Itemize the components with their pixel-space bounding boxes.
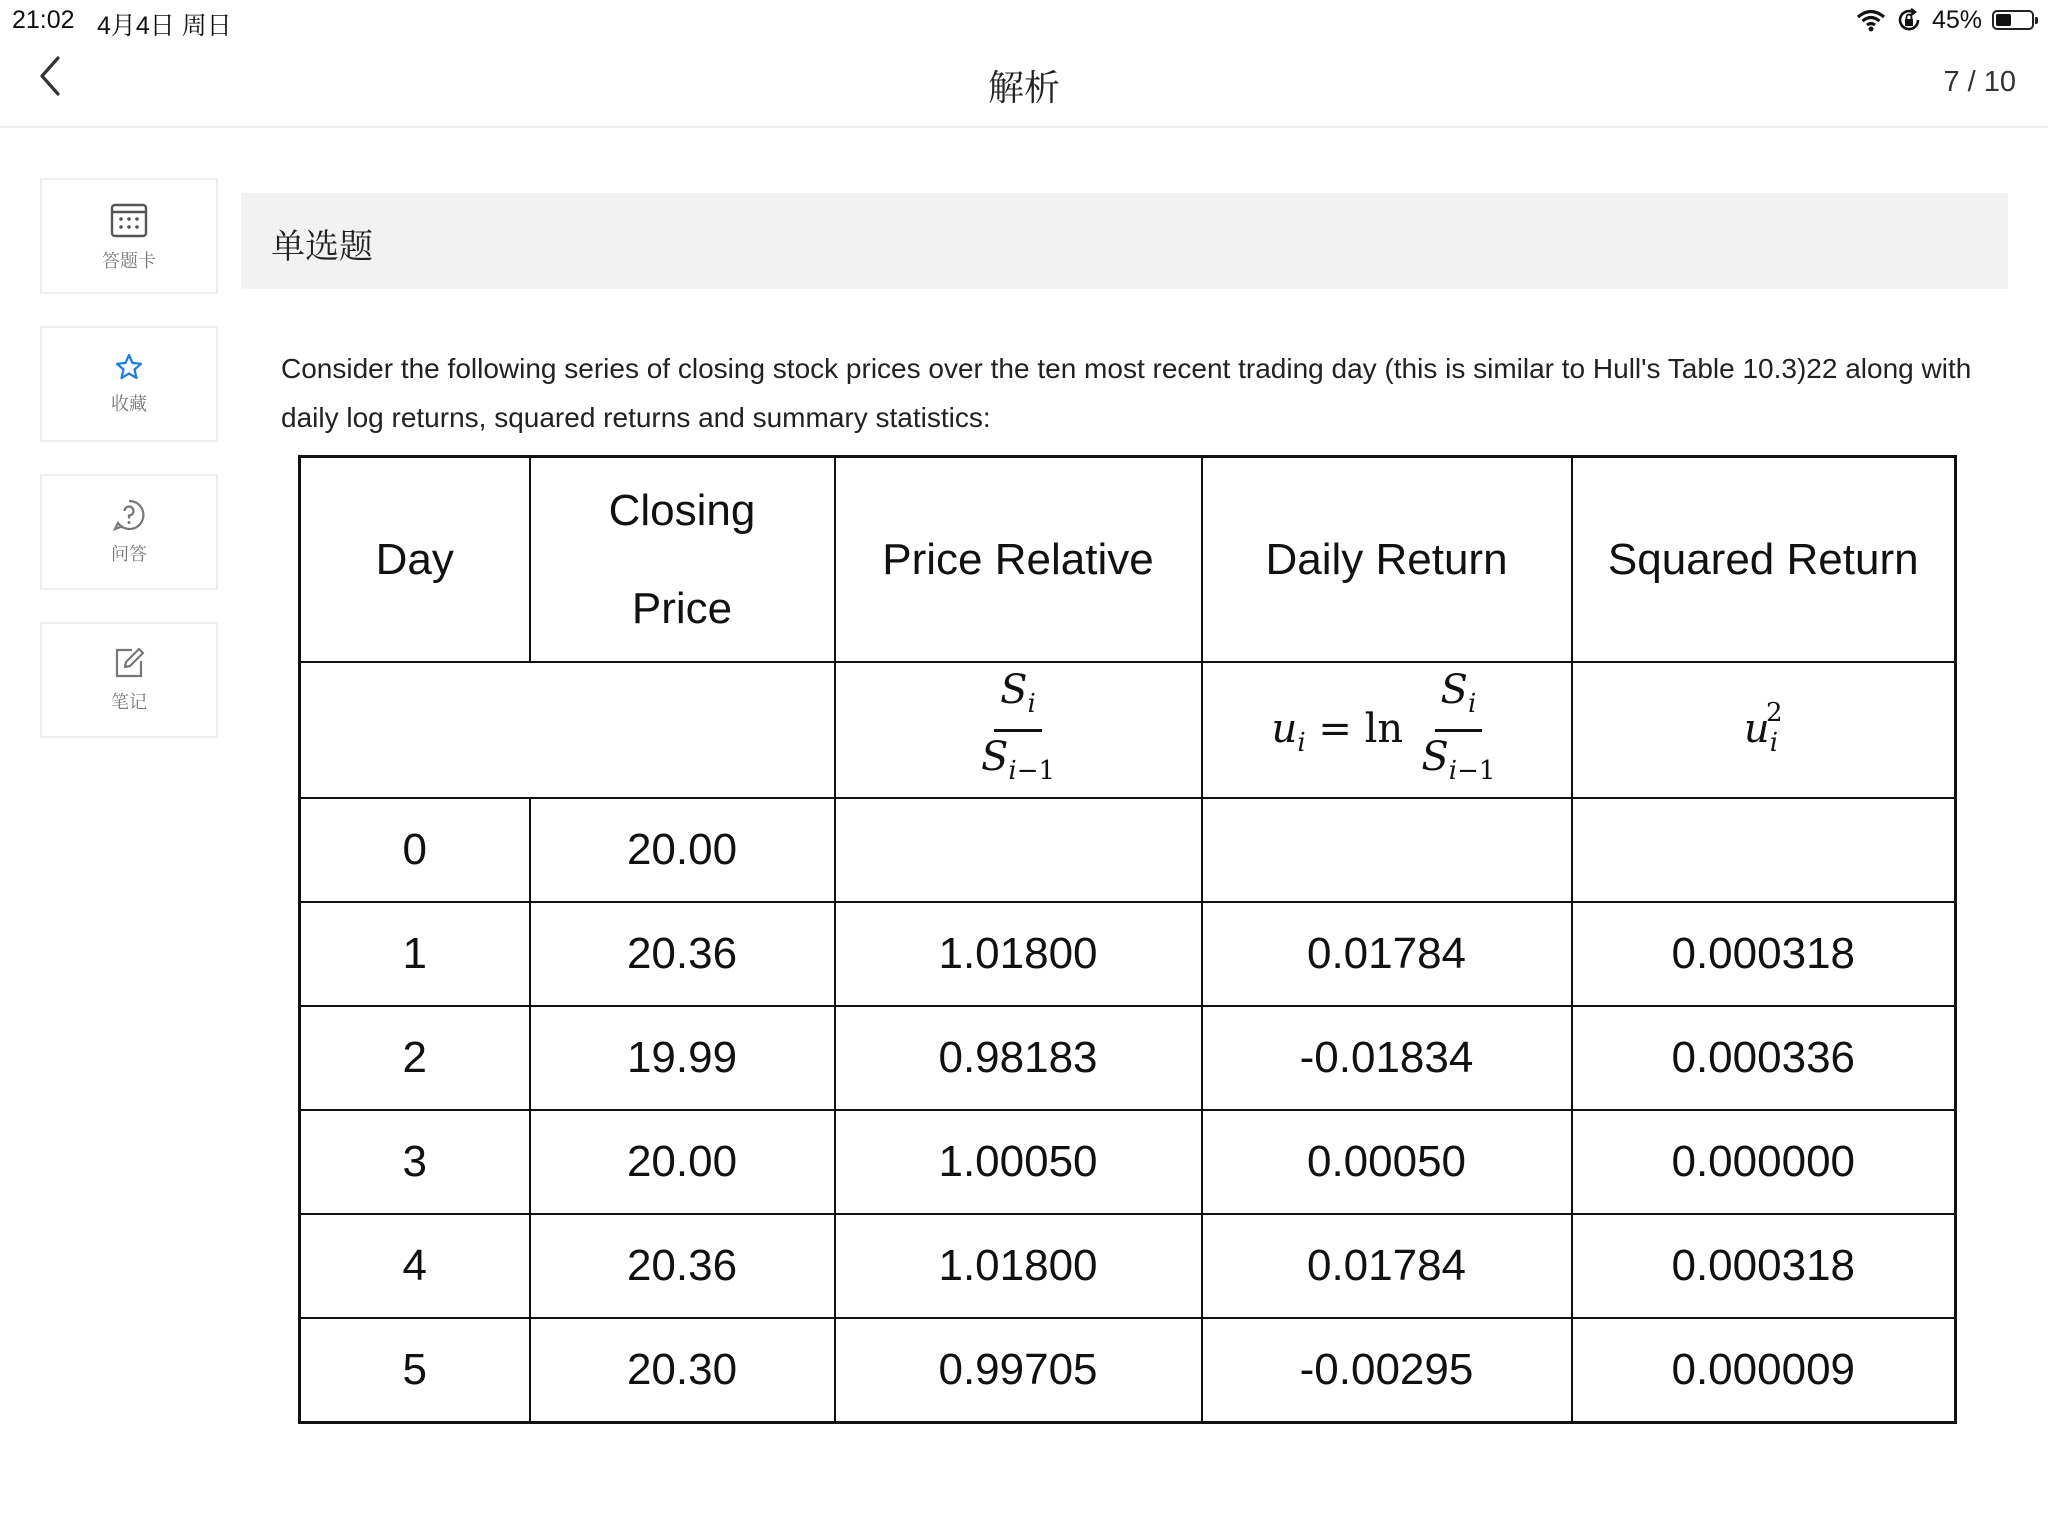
table-row (300, 1006, 1956, 1110)
cell-squared-return: 0.000009 (1572, 1318, 1956, 1423)
star-icon (114, 352, 144, 382)
header-daily-return: Daily Return (1202, 457, 1572, 663)
cell-day: 0 (300, 798, 530, 902)
page-indicator: 7 / 10 (1943, 66, 2016, 98)
cell-squared-return (1572, 798, 1956, 902)
favorite-label: 收藏 (111, 394, 147, 414)
cell-daily-return: 0.00050 (1202, 1110, 1572, 1214)
cell-daily-return: 0.01784 (1202, 902, 1572, 1006)
battery-percentage: 45% (1931, 5, 1982, 34)
table-formula-row (300, 662, 1956, 798)
cell-squared-return: 0.000318 (1572, 902, 1956, 1006)
cell-squared-return: 0.000318 (1572, 1214, 1956, 1318)
returns-table (298, 455, 1957, 1424)
status-bar (0, 0, 2048, 40)
battery-icon (1992, 10, 2034, 30)
question-icon (112, 498, 146, 532)
status-time: 21:02 (12, 6, 75, 34)
qa-label: 问答 (111, 544, 147, 564)
cell-day: 3 (300, 1110, 530, 1214)
note-button[interactable] (40, 622, 218, 738)
rotation-lock-icon (1896, 7, 1922, 33)
answer-card-label: 答题卡 (102, 251, 156, 271)
cell-day: 1 (300, 902, 530, 1006)
cell-closing-price: 19.99 (530, 1006, 835, 1110)
header-squared-return: Squared Return (1572, 457, 1956, 663)
nav-bar (0, 40, 2048, 128)
formula-price-relative: $\frac{S_i}{S_{i-1}}$ (835, 662, 1202, 798)
note-icon (112, 646, 146, 680)
answer-card-icon (109, 199, 149, 239)
cell-price-relative: 0.98183 (835, 1006, 1202, 1110)
table-body (300, 798, 1956, 1423)
cell-day: 2 (300, 1006, 530, 1110)
table-row (300, 798, 1956, 902)
table-row (300, 902, 1956, 1006)
page-title: 解析 (987, 67, 1060, 108)
battery-fill (1996, 14, 2011, 26)
header-closing-price (530, 457, 835, 663)
cell-closing-price: 20.00 (530, 1110, 835, 1214)
question-type-header (241, 193, 2008, 289)
cell-price-relative (835, 798, 1202, 902)
cell-daily-return: -0.00295 (1202, 1318, 1572, 1423)
table-row (300, 1110, 1956, 1214)
cell-price-relative: 0.99705 (835, 1318, 1202, 1423)
cell-closing-price: 20.30 (530, 1318, 835, 1423)
note-label: 笔记 (111, 692, 147, 712)
favorite-button[interactable] (40, 326, 218, 442)
table-row (300, 1214, 1956, 1318)
cell-day: 5 (300, 1318, 530, 1423)
cell-day: 4 (300, 1214, 530, 1318)
header-closing-line2: Price (631, 583, 733, 633)
formula-empty-cell (300, 662, 835, 798)
table-header-row (300, 457, 1956, 663)
cell-squared-return: 0.000336 (1572, 1006, 1956, 1110)
cell-squared-return: 0.000000 (1572, 1110, 1956, 1214)
cell-closing-price: 20.00 (530, 798, 835, 902)
cell-daily-return (1202, 798, 1572, 902)
cell-price-relative: 1.00050 (835, 1110, 1202, 1214)
answer-card-button[interactable] (40, 178, 218, 294)
header-day: Day (300, 457, 530, 663)
question-text: Consider the following series of closing stock prices over the ten most recent trading day (this is similar to Hull's Table 10.3)22 along with daily log returns, squared returns and summary statistics: (281, 353, 1972, 433)
table-row (300, 1318, 1956, 1423)
cell-closing-price: 20.36 (530, 1214, 835, 1318)
cell-price-relative: 1.01800 (835, 902, 1202, 1006)
header-closing-line1: Closing (608, 485, 756, 535)
question-type-label: 单选题 (271, 228, 373, 266)
formula-daily-return: $u_i = \ln$ $\frac{S_i}{S_{i-1}}$ (1202, 662, 1572, 798)
cell-closing-price: 20.36 (530, 902, 835, 1006)
cell-price-relative: 1.01800 (835, 1214, 1202, 1318)
status-date: 4月4日 周日 (97, 12, 232, 40)
status-right (1856, 6, 2034, 34)
cell-daily-return: 0.01784 (1202, 1214, 1572, 1318)
formula-squared-return: $u_i^2$ (1572, 662, 1956, 798)
qa-button[interactable] (40, 474, 218, 590)
header-price-relative: Price Relative (835, 457, 1202, 663)
cell-daily-return: -0.01834 (1202, 1006, 1572, 1110)
wifi-icon (1856, 8, 1886, 32)
